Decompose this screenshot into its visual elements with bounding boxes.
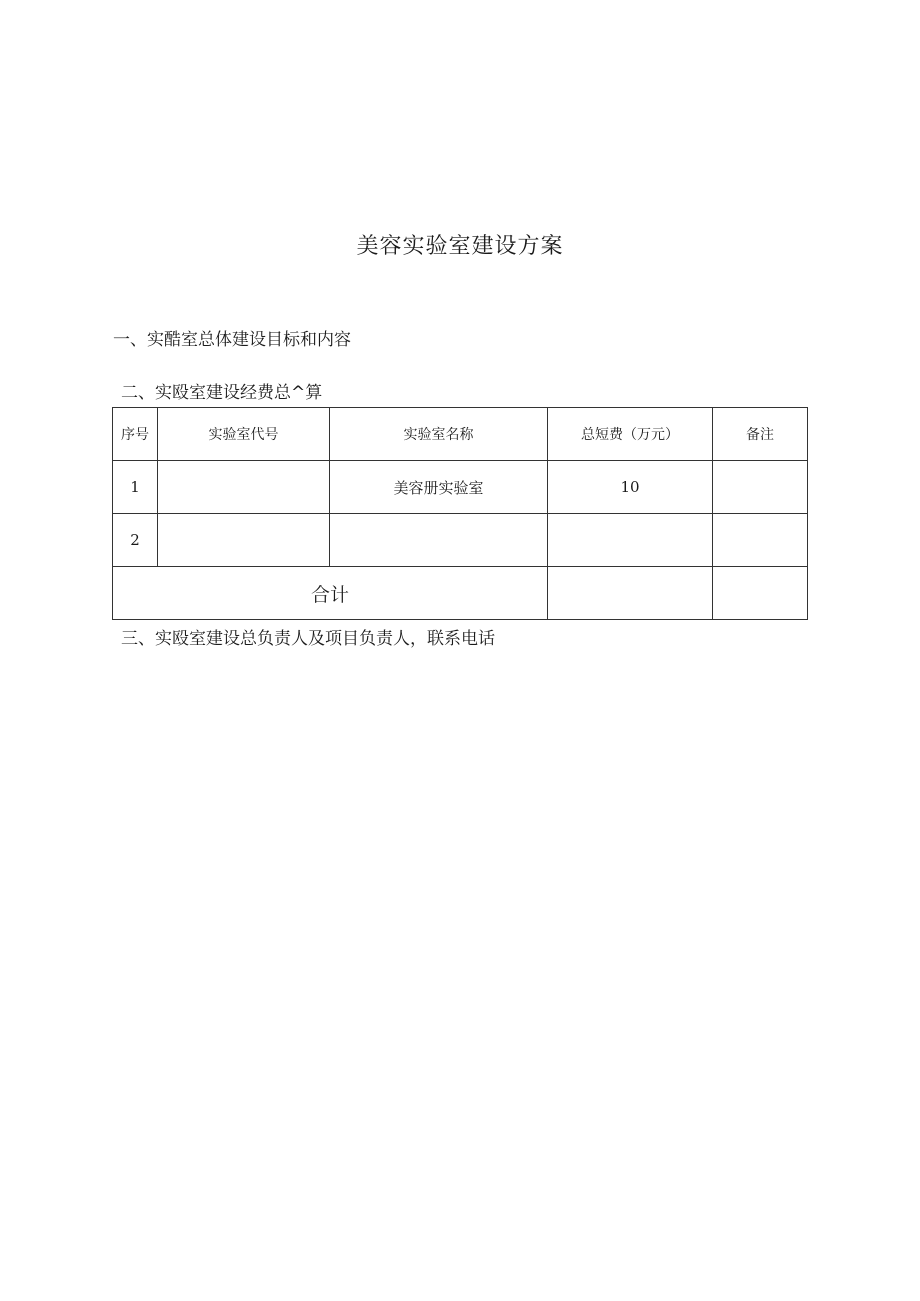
total-cost	[548, 567, 713, 620]
budget-table	[112, 407, 808, 620]
document-title: 美容实验室建设方案	[356, 234, 564, 259]
table-row	[113, 461, 808, 514]
cell-index: 1	[113, 461, 158, 514]
cell-note	[713, 461, 808, 514]
header-total-cost: 总短费（万元）	[548, 408, 713, 461]
cell-lab-code	[158, 514, 330, 567]
section-heading-goals: 一、实酷室总体建设目标和内容	[113, 330, 351, 350]
table-total-row	[113, 567, 808, 620]
cell-index: 2	[113, 514, 158, 567]
cell-cost: 10	[548, 461, 713, 514]
table-row	[113, 514, 808, 567]
cell-cost	[548, 514, 713, 567]
header-lab-name: 实验室名称	[330, 408, 548, 461]
header-index: 序号	[113, 408, 158, 461]
section-heading-budget: 二、实殴室建设经费总^算	[121, 383, 323, 403]
cell-lab-name	[330, 514, 548, 567]
section-heading-contacts: 三、实殴室建设总负责人及项目负责人，联系电话	[121, 629, 495, 649]
table-header-row	[113, 408, 808, 461]
total-label: 合计	[113, 567, 548, 620]
total-note	[713, 567, 808, 620]
cell-lab-name: 美容册实验室	[330, 461, 548, 514]
cell-lab-code	[158, 461, 330, 514]
cell-note	[713, 514, 808, 567]
header-lab-code: 实验室代号	[158, 408, 330, 461]
header-note: 备注	[713, 408, 808, 461]
